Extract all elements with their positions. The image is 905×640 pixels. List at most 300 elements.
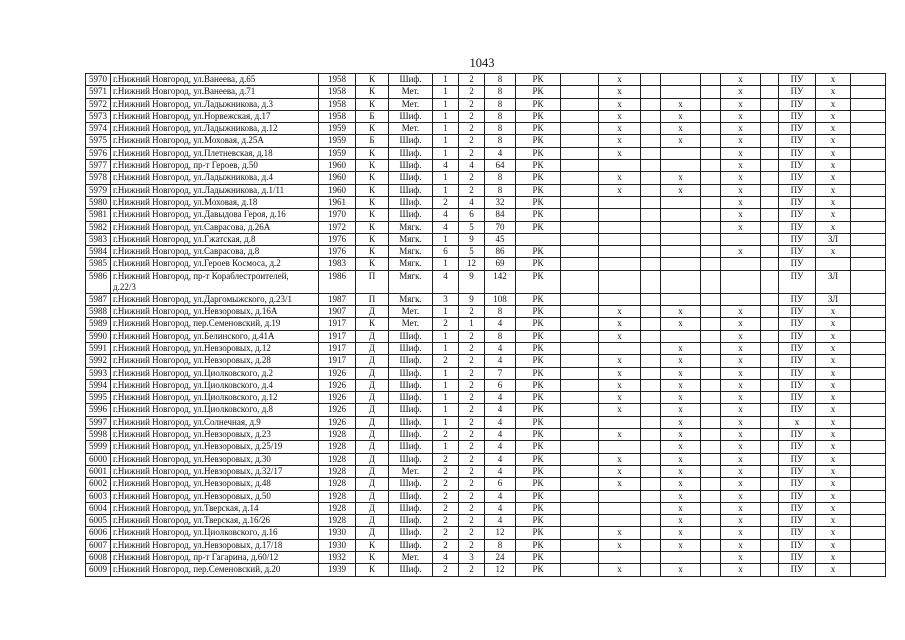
cell-code: РК [516, 416, 561, 428]
cell-code: РК [516, 209, 561, 221]
cell-mark-3: х [721, 123, 761, 135]
cell-mark-2: х [661, 184, 701, 196]
cell-final: х [816, 318, 851, 330]
cell-year: 1930 [319, 527, 356, 539]
cell-value-3: 4 [485, 392, 516, 404]
cell-roof: Шиф. [389, 392, 433, 404]
cell-empty [641, 551, 661, 563]
cell-code: РК [516, 221, 561, 233]
cell-empty [561, 135, 599, 147]
cell-empty [851, 172, 886, 184]
cell-final: х [816, 465, 851, 477]
cell-empty [641, 233, 661, 245]
cell-number: 5998 [86, 429, 111, 441]
cell-value-1: 1 [433, 404, 459, 416]
cell-empty [561, 355, 599, 367]
cell-empty [851, 355, 886, 367]
cell-mark-2: х [661, 135, 701, 147]
cell-year: 1928 [319, 465, 356, 477]
cell-code: РК [516, 429, 561, 441]
cell-empty [851, 441, 886, 453]
cell-empty [561, 515, 599, 527]
cell-empty [851, 110, 886, 122]
cell-final: х [816, 355, 851, 367]
table-body [86, 74, 886, 577]
cell-pu: ПУ [779, 318, 816, 330]
cell-empty [561, 147, 599, 159]
cell-mark-1: х [599, 367, 641, 379]
cell-roof: Мет. [389, 98, 433, 110]
cell-pu: ПУ [779, 123, 816, 135]
cell-mark-3: х [721, 527, 761, 539]
table-row [86, 318, 886, 330]
table-row [86, 515, 886, 527]
cell-value-2: 2 [459, 342, 485, 354]
cell-empty [701, 270, 721, 293]
cell-pu: ПУ [779, 209, 816, 221]
cell-code: РК [516, 453, 561, 465]
cell-roof: Мягк. [389, 270, 433, 293]
cell-value-2: 4 [459, 196, 485, 208]
cell-final: х [816, 551, 851, 563]
cell-empty [761, 209, 779, 221]
cell-value-3: 69 [485, 258, 516, 270]
cell-number: 5996 [86, 404, 111, 416]
cell-empty [561, 453, 599, 465]
cell-mark-2: х [661, 342, 701, 354]
cell-roof: Шиф. [389, 147, 433, 159]
cell-year: 1972 [319, 221, 356, 233]
cell-pu: ПУ [779, 465, 816, 477]
cell-final: х [816, 564, 851, 576]
cell-value-2: 2 [459, 172, 485, 184]
cell-roof: Шиф. [389, 330, 433, 342]
cell-type: Д [356, 367, 389, 379]
cell-empty [641, 160, 661, 172]
cell-empty [701, 539, 721, 551]
cell-code: РК [516, 355, 561, 367]
cell-number: 5997 [86, 416, 111, 428]
cell-year: 1917 [319, 318, 356, 330]
cell-mark-1: х [599, 465, 641, 477]
cell-year: 1976 [319, 233, 356, 245]
cell-value-2: 2 [459, 465, 485, 477]
cell-mark-1: х [599, 135, 641, 147]
table-row [86, 135, 886, 147]
cell-mark-2 [661, 86, 701, 98]
cell-empty [561, 184, 599, 196]
cell-pu: ПУ [779, 527, 816, 539]
cell-empty [761, 330, 779, 342]
cell-value-2: 2 [459, 539, 485, 551]
cell-empty [561, 527, 599, 539]
cell-final: х [816, 478, 851, 490]
cell-type: К [356, 318, 389, 330]
cell-empty [761, 416, 779, 428]
table-row [86, 160, 886, 172]
cell-address: г.Нижний Новгород, ул.Саврасова, д.26А [111, 221, 319, 233]
cell-value-2: 2 [459, 379, 485, 391]
cell-roof: Мягк. [389, 258, 433, 270]
cell-value-1: 4 [433, 209, 459, 221]
cell-number: 5972 [86, 98, 111, 110]
cell-address: г.Нижний Новгород, ул.Ванеева, д.71 [111, 86, 319, 98]
cell-value-2: 2 [459, 367, 485, 379]
cell-empty [701, 160, 721, 172]
cell-pu: ПУ [779, 342, 816, 354]
cell-type: Д [356, 392, 389, 404]
cell-value-1: 2 [433, 453, 459, 465]
cell-empty [851, 379, 886, 391]
table-row [86, 551, 886, 563]
cell-year: 1970 [319, 209, 356, 221]
cell-empty [701, 367, 721, 379]
cell-mark-2: х [661, 453, 701, 465]
cell-mark-2: х [661, 465, 701, 477]
cell-code: РК [516, 160, 561, 172]
cell-year: 1976 [319, 246, 356, 258]
cell-value-2: 2 [459, 123, 485, 135]
cell-value-1: 2 [433, 539, 459, 551]
cell-value-2: 2 [459, 564, 485, 576]
cell-mark-3: х [721, 515, 761, 527]
cell-mark-3: х [721, 379, 761, 391]
cell-value-3: 24 [485, 551, 516, 563]
cell-type: Д [356, 478, 389, 490]
cell-empty [851, 86, 886, 98]
cell-empty [761, 392, 779, 404]
cell-value-3: 108 [485, 293, 516, 305]
table-row [86, 478, 886, 490]
cell-value-1: 1 [433, 110, 459, 122]
cell-empty [701, 515, 721, 527]
cell-empty [561, 123, 599, 135]
cell-year: 1928 [319, 478, 356, 490]
cell-value-3: 64 [485, 160, 516, 172]
table-row [86, 123, 886, 135]
cell-value-2: 2 [459, 306, 485, 318]
cell-address: г.Нижний Новгород, ул.Моховая, д.18 [111, 196, 319, 208]
cell-empty [701, 258, 721, 270]
cell-value-3: 4 [485, 515, 516, 527]
cell-year: 1917 [319, 330, 356, 342]
cell-mark-2: х [661, 379, 701, 391]
cell-mark-3: х [721, 98, 761, 110]
cell-year: 1958 [319, 98, 356, 110]
cell-mark-3: х [721, 342, 761, 354]
cell-mark-2 [661, 551, 701, 563]
cell-mark-3: х [721, 160, 761, 172]
cell-type: К [356, 209, 389, 221]
cell-roof: Шиф. [389, 367, 433, 379]
cell-address: г.Нижний Новгород, ул.Циолковского, д.4 [111, 379, 319, 391]
table-row [86, 246, 886, 258]
cell-number: 5993 [86, 367, 111, 379]
cell-empty [851, 564, 886, 576]
cell-value-1: 2 [433, 429, 459, 441]
cell-empty [761, 539, 779, 551]
cell-mark-2: х [661, 172, 701, 184]
cell-value-3: 8 [485, 172, 516, 184]
cell-empty [641, 539, 661, 551]
cell-value-2: 5 [459, 246, 485, 258]
cell-roof: Мягк. [389, 246, 433, 258]
cell-type: Д [356, 515, 389, 527]
cell-pu: ПУ [779, 429, 816, 441]
cell-empty [641, 110, 661, 122]
cell-year: 1961 [319, 196, 356, 208]
cell-mark-2 [661, 293, 701, 305]
cell-pu: ПУ [779, 330, 816, 342]
cell-empty [561, 293, 599, 305]
cell-empty [761, 270, 779, 293]
cell-mark-2 [661, 270, 701, 293]
cell-empty [701, 147, 721, 159]
cell-mark-1 [599, 293, 641, 305]
cell-code: РК [516, 123, 561, 135]
cell-number: 5984 [86, 246, 111, 258]
cell-mark-1: х [599, 527, 641, 539]
cell-code: РК [516, 98, 561, 110]
cell-empty [761, 86, 779, 98]
cell-empty [701, 318, 721, 330]
cell-value-1: 1 [433, 416, 459, 428]
cell-final: х [816, 221, 851, 233]
cell-empty [761, 441, 779, 453]
cell-pu: ПУ [779, 135, 816, 147]
cell-pu: ПУ [779, 355, 816, 367]
cell-code: РК [516, 86, 561, 98]
table-row [86, 74, 886, 86]
cell-mark-1 [599, 490, 641, 502]
cell-value-1: 2 [433, 515, 459, 527]
cell-empty [561, 209, 599, 221]
cell-type: К [356, 123, 389, 135]
cell-roof: Шиф. [389, 490, 433, 502]
cell-empty [761, 564, 779, 576]
cell-number: 5999 [86, 441, 111, 453]
cell-mark-1: х [599, 355, 641, 367]
cell-mark-2: х [661, 404, 701, 416]
cell-year: 1958 [319, 86, 356, 98]
cell-mark-1: х [599, 86, 641, 98]
cell-mark-2: х [661, 539, 701, 551]
cell-value-1: 2 [433, 527, 459, 539]
cell-code: РК [516, 404, 561, 416]
cell-empty [761, 367, 779, 379]
cell-code: РК [516, 172, 561, 184]
cell-empty [641, 293, 661, 305]
table-row [86, 355, 886, 367]
cell-mark-2: х [661, 478, 701, 490]
cell-empty [561, 110, 599, 122]
cell-mark-1: х [599, 564, 641, 576]
cell-value-3: 6 [485, 478, 516, 490]
cell-empty [851, 342, 886, 354]
cell-value-1: 1 [433, 330, 459, 342]
cell-pu: ПУ [779, 147, 816, 159]
cell-type: К [356, 539, 389, 551]
cell-mark-3: х [721, 404, 761, 416]
table-row [86, 172, 886, 184]
table-row [86, 539, 886, 551]
cell-final: х [816, 379, 851, 391]
cell-empty [641, 221, 661, 233]
page-number: 1043 [469, 56, 495, 70]
cell-type: К [356, 98, 389, 110]
cell-type: К [356, 147, 389, 159]
cell-roof: Шиф. [389, 160, 433, 172]
cell-address: г.Нижний Новгород, ул.Невзоровых, д.12 [111, 342, 319, 354]
cell-value-3: 8 [485, 123, 516, 135]
cell-code: РК [516, 527, 561, 539]
table-row [86, 502, 886, 514]
cell-empty [851, 527, 886, 539]
cell-empty [561, 196, 599, 208]
cell-type: К [356, 221, 389, 233]
cell-roof: Мягк. [389, 293, 433, 305]
cell-mark-1 [599, 233, 641, 245]
cell-year: 1958 [319, 110, 356, 122]
cell-empty [641, 342, 661, 354]
cell-empty [701, 453, 721, 465]
cell-mark-1: х [599, 110, 641, 122]
cell-mark-3: х [721, 318, 761, 330]
cell-value-2: 1 [459, 318, 485, 330]
cell-value-1: 2 [433, 196, 459, 208]
table-row [86, 270, 886, 293]
cell-value-2: 2 [459, 416, 485, 428]
cell-value-1: 1 [433, 86, 459, 98]
cell-address: г.Нижний Новгород, пер.Семеновский, д.20 [111, 564, 319, 576]
cell-mark-3: х [721, 306, 761, 318]
cell-type: Д [356, 502, 389, 514]
cell-final: х [816, 196, 851, 208]
cell-empty [701, 233, 721, 245]
cell-final: х [816, 502, 851, 514]
cell-number: 5979 [86, 184, 111, 196]
cell-type: К [356, 564, 389, 576]
cell-empty [701, 527, 721, 539]
cell-empty [701, 293, 721, 305]
cell-code: РК [516, 342, 561, 354]
cell-year: 1959 [319, 135, 356, 147]
cell-roof: Мет. [389, 306, 433, 318]
cell-roof: Шиф. [389, 502, 433, 514]
cell-empty [641, 465, 661, 477]
cell-value-1: 1 [433, 441, 459, 453]
cell-mark-2: х [661, 490, 701, 502]
cell-final: х [816, 342, 851, 354]
cell-mark-1: х [599, 404, 641, 416]
cell-number: 5986 [86, 270, 111, 293]
table-row [86, 404, 886, 416]
cell-year: 1928 [319, 515, 356, 527]
cell-empty [641, 209, 661, 221]
cell-empty [701, 209, 721, 221]
cell-value-2: 2 [459, 404, 485, 416]
cell-value-3: 8 [485, 74, 516, 86]
cell-empty [641, 306, 661, 318]
cell-address: г.Нижний Новгород, ул.Ванеева, д.65 [111, 74, 319, 86]
cell-value-1: 1 [433, 342, 459, 354]
cell-mark-3: х [721, 367, 761, 379]
cell-value-2: 2 [459, 515, 485, 527]
cell-empty [761, 318, 779, 330]
cell-year: 1958 [319, 74, 356, 86]
cell-empty [561, 86, 599, 98]
cell-value-1: 4 [433, 270, 459, 293]
cell-year: 1926 [319, 367, 356, 379]
cell-empty [701, 465, 721, 477]
cell-mark-3: х [721, 184, 761, 196]
cell-pu: ПУ [779, 258, 816, 270]
cell-year: 1932 [319, 551, 356, 563]
cell-empty [761, 258, 779, 270]
cell-address: г.Нижний Новгород, ул.Циолковского, д.8 [111, 404, 319, 416]
cell-empty [641, 98, 661, 110]
table-row [86, 416, 886, 428]
cell-code: РК [516, 551, 561, 563]
cell-number: 6009 [86, 564, 111, 576]
cell-mark-2 [661, 209, 701, 221]
cell-type: Д [356, 330, 389, 342]
cell-empty [851, 416, 886, 428]
cell-number: 5985 [86, 258, 111, 270]
cell-number: 5983 [86, 233, 111, 245]
cell-number: 5989 [86, 318, 111, 330]
cell-empty [761, 490, 779, 502]
cell-empty [641, 74, 661, 86]
cell-final: х [816, 184, 851, 196]
cell-value-2: 5 [459, 221, 485, 233]
cell-roof: Шиф. [389, 564, 433, 576]
cell-empty [761, 355, 779, 367]
cell-number: 5988 [86, 306, 111, 318]
cell-empty [851, 123, 886, 135]
cell-value-1: 1 [433, 74, 459, 86]
cell-type: К [356, 233, 389, 245]
cell-roof: Мет. [389, 123, 433, 135]
cell-empty [761, 221, 779, 233]
cell-address: г.Нижний Новгород, ул.Норвежская, д.17 [111, 110, 319, 122]
cell-mark-3 [721, 258, 761, 270]
cell-empty [851, 429, 886, 441]
cell-empty [701, 355, 721, 367]
table-row [86, 306, 886, 318]
cell-value-3: 8 [485, 135, 516, 147]
cell-value-3: 4 [485, 490, 516, 502]
cell-pu: х [779, 416, 816, 428]
cell-type: Д [356, 453, 389, 465]
cell-value-1: 2 [433, 564, 459, 576]
cell-type: П [356, 293, 389, 305]
cell-mark-2: х [661, 429, 701, 441]
cell-empty [561, 74, 599, 86]
cell-mark-1 [599, 515, 641, 527]
cell-roof: Шиф. [389, 404, 433, 416]
cell-mark-1: х [599, 306, 641, 318]
cell-year: 1926 [319, 404, 356, 416]
cell-mark-1: х [599, 453, 641, 465]
cell-year: 1926 [319, 392, 356, 404]
cell-address: г.Нижний Новгород, ул.Невзоровых, д.50 [111, 490, 319, 502]
cell-value-2: 2 [459, 98, 485, 110]
cell-type: Д [356, 342, 389, 354]
cell-type: К [356, 196, 389, 208]
cell-pu: ПУ [779, 515, 816, 527]
cell-final: х [816, 98, 851, 110]
